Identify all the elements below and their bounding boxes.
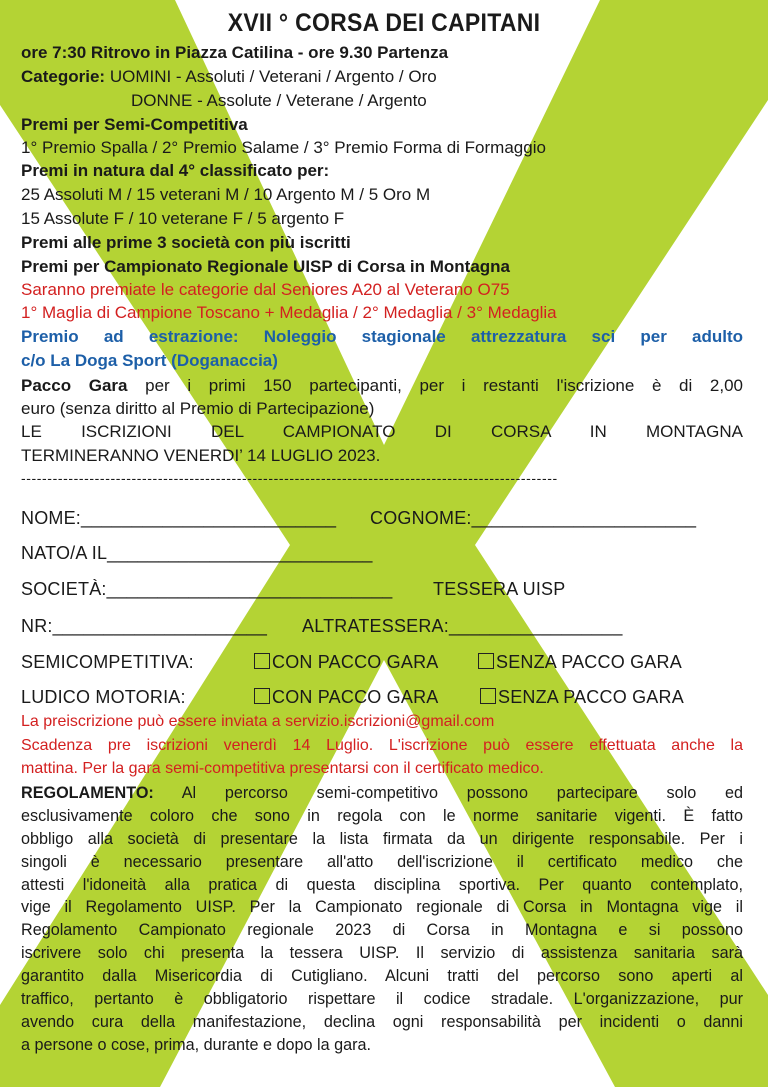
regolamento-line: iscrivere solo chi presenta la tessera UISP. Il servizio di assistenza sanitaria sarà	[21, 944, 743, 963]
preiscrizione-email: La preiscrizione può essere inviata a servizio.iscrizioni@gmail.com	[21, 713, 495, 730]
pacco-gara-label: Pacco Gara	[21, 376, 128, 395]
regolamento-line: avendo cura della manifestazione, declina ogni responsabilità per incidenti o danni	[21, 1012, 743, 1031]
society-prizes: Premi alle prime 3 società con più iscritti	[21, 233, 351, 252]
regolamento-line: attesti l'idoneità alla pratica di questa disciplina sportiva. Per quanto contemplato,	[21, 875, 743, 894]
nature-prizes-men: 25 Assoluti M / 15 veterani M / 10 Argento M / 5 Oro M	[21, 185, 431, 204]
option-label: CON PACCO GARA	[272, 652, 439, 672]
page-title: XVII ° CORSA DEI CAPITANI	[227, 9, 541, 37]
regolamento-line	[21, 782, 743, 805]
altratessera-field[interactable]: ALTRATESSERA:_________________	[302, 616, 623, 636]
categories-women: DONNE - Assolute / Veterane / Argento	[131, 91, 427, 110]
schedule-line: ore 7:30 Ritrovo in Piazza Catilina - ore 9.30 Partenza	[21, 43, 449, 62]
regional-medals: 1° Maglia di Campione Toscano + Medaglia / 2° Medaglia / 3° Medaglia	[21, 303, 557, 322]
regolamento-label: REGOLAMENTO:	[21, 784, 154, 802]
checkbox[interactable]	[478, 653, 494, 669]
regolamento-line: traffico, pertanto è obbligatorio rispettare il codice stradale. L'organizzazione, pur	[21, 990, 743, 1009]
ludico-con-pacco-option[interactable]	[254, 688, 439, 706]
categories-label: Categorie:	[21, 67, 106, 86]
categories-men	[21, 68, 437, 85]
tessera-uisp-label: TESSERA UISP	[433, 579, 566, 599]
semi-senza-pacco-option[interactable]	[478, 653, 682, 671]
regolamento-line: garantito dalla Misericordia di Cutigliano. Alcuni tratti del percorso sono aperti al	[21, 967, 743, 986]
regolamento-block	[21, 782, 743, 1057]
checkbox[interactable]	[480, 688, 496, 704]
categories-men-text: UOMINI - Assoluti / Veterani / Argento / Oro	[109, 67, 437, 86]
semicompetitiva-label: SEMICOMPETITIVA:	[21, 652, 194, 672]
nr-field[interactable]: NR:_____________________	[21, 616, 268, 636]
societa-field[interactable]: SOCIETÀ:____________________________	[21, 579, 393, 599]
option-label: SENZA PACCO GARA	[496, 652, 682, 672]
pacco-gara-text: per i primi 150 partecipanti, per i restanti l'iscrizione è di 2,00	[145, 376, 744, 395]
nato-field[interactable]: NATO/A IL__________________________	[21, 543, 373, 563]
checkbox[interactable]	[254, 688, 270, 704]
semi-prizes-title: Premi per Semi-Competitiva	[21, 115, 248, 134]
nome-field[interactable]: NOME:_________________________	[21, 508, 337, 528]
deadline-line1: Scadenza pre iscrizioni venerdì 14 Luglio. L'iscrizione può essere effettuata anche la	[21, 737, 743, 754]
semi-con-pacco-option[interactable]	[254, 653, 439, 671]
closing-line1: LE ISCRIZIONI DEL CAMPIONATO DI CORSA IN MONTAGNA	[21, 422, 743, 441]
nature-prizes-title: Premi in natura dal 4° classificato per:	[21, 161, 330, 180]
semi-prizes-list: 1° Premio Spalla / 2° Premio Salame / 3° Premio Forma di Formaggio	[21, 138, 546, 157]
regolamento-line: a persone o cose, prima, durante e dopo la gara.	[21, 1035, 372, 1054]
deadline-line2: mattina. Per la gara semi-competitiva presentarsi con il certificato medico.	[21, 760, 544, 777]
regional-categories: Saranno premiate le categorie dal Seniores A20 al Veterano O75	[21, 280, 510, 299]
pacco-gara-line1	[21, 377, 743, 394]
separator-line: ------------------------------------------------------------------------------------------------------	[21, 471, 558, 485]
pacco-gara-line2: euro (senza diritto al Premio di Partecipazione)	[21, 399, 375, 418]
regolamento-line: esclusivamente coloro che sono in regola con le norme sanitarie vigenti. È fatto	[21, 806, 743, 825]
regolamento-text: Al percorso semi-competitivo possono partecipare solo ed	[181, 784, 744, 802]
closing-line2: TERMINERANNO VENERDI’ 14 LUGLIO 2023.	[21, 446, 381, 465]
option-label: SENZA PACCO GARA	[498, 687, 684, 707]
nature-prizes-women: 15 Assolute F / 10 veterane F / 5 argento F	[21, 209, 345, 228]
draw-prize-line2: c/o La Doga Sport (Doganaccia)	[21, 351, 278, 370]
cognome-field[interactable]: COGNOME:______________________	[370, 508, 697, 528]
regolamento-line: obbligo alla società di presentare la lista firmata da un dirigente responsabile. Per i	[21, 829, 743, 848]
draw-prize-line1: Premio ad estrazione: Noleggio stagionale attrezzatura sci per adulto	[21, 327, 743, 346]
option-label: CON PACCO GARA	[272, 687, 439, 707]
ludico-senza-pacco-option[interactable]	[480, 688, 684, 706]
regolamento-line: vige il Regolamento UISP. Per la Campionato regionale di Corsa in Montagna vige il	[21, 898, 743, 917]
checkbox[interactable]	[254, 653, 270, 669]
regolamento-line: singoli è necessario presentare all'atto dell'iscrizione il certificato medico che	[21, 852, 743, 871]
ludico-motoria-label: LUDICO MOTORIA:	[21, 687, 186, 707]
regional-title: Premi per Campionato Regionale UISP di Corsa in Montagna	[21, 257, 510, 276]
regolamento-line: Regolamento Campionato regionale 2023 di Corsa in Montagna e si possono	[21, 921, 743, 940]
